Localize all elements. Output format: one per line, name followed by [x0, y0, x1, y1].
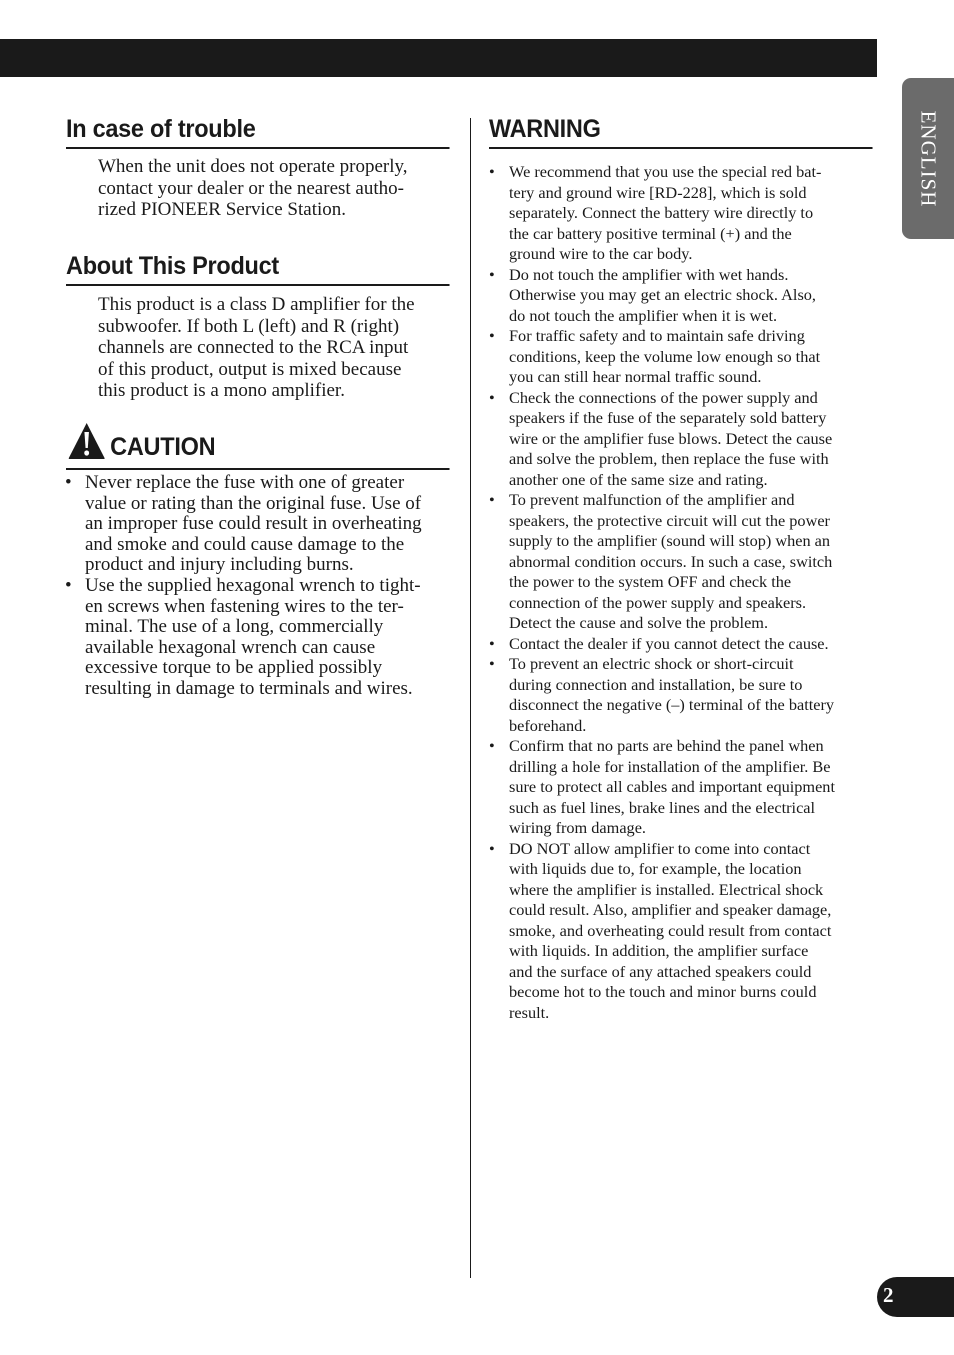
list-item: • Confirm that no parts are behind the panel when drilling a hole for installation of the amplifier. Be sure to protect all cables and important equipment such as fuel lines, brake lines and the electrical wiring from damage.: [509, 736, 877, 839]
caution-title: CAUTION: [110, 433, 216, 461]
list-item: • Contact the dealer if you cannot detect the cause.: [509, 634, 877, 655]
warning-list: [509, 162, 877, 1023]
caution-list: [85, 473, 455, 700]
list-item: • We recommend that you use the special red bat- tery and ground wire [RD-228], which is sold separately. Connect the battery wire directly to the car battery positive terminal (+) and the ground wire to the car body.: [509, 162, 877, 265]
page-number: 2: [883, 1283, 894, 1307]
list-item: • For traffic safety and to maintain safe driving conditions, keep the volume low enough so that you can still hear normal traffic sound.: [509, 326, 877, 388]
list-item: • To prevent an electric shock or short-circuit during connection and installation, be sure to disconnect the negative (–) terminal of the battery beforehand.: [509, 654, 877, 736]
warning-heading: WARNING: [489, 114, 873, 149]
list-item: • Never replace the fuse with one of greater value or rating than the original fuse. Use of an improper fuse could result in overheating and smoke and could cause damage to the product and injury including burns.: [85, 473, 455, 576]
page-number-tab: [877, 1277, 954, 1317]
list-item: • DO NOT allow amplifier to come into contact with liquids due to, for example, the location where the amplifier is installed. Electrical shock could result. Also, amplifier and speaker damage, smoke, and overheating could result from contact with liquids. In addition, the amplifier surface and the surface of any attached speakers could become hot to the touch and minor burns could result.: [509, 839, 877, 1024]
trouble-paragraph: When the unit does not operate properly, contact your dealer or the nearest autho- rized PIONEER Service Station.: [98, 156, 408, 220]
caution-heading: [66, 422, 450, 470]
language-tab: [902, 78, 954, 239]
warning-triangle-icon: [68, 422, 106, 460]
list-item: • To prevent malfunction of the amplifier and speakers, the protective circuit will cut the power supply to the amplifier (sound will stop) when an abnormal condition occurs. In such a case, switch the power to the system OFF and check the connection of the power supply and speakers. Detect the cause and solve the problem.: [509, 490, 877, 634]
trouble-heading: In case of trouble: [66, 114, 450, 149]
list-item: • Use the supplied hexagonal wrench to tight- en screws when fastening wires to the ter- minal. The use of a long, commercially available hexagonal wrench can cause excessive torque to be applied possibly resulting in damage to terminals and wires.: [85, 576, 455, 700]
list-item: • Do not touch the amplifier with wet hands. Otherwise you may get an electric shock. Also, do not touch the amplifier when it is wet.: [509, 265, 877, 327]
about-paragraph: This product is a class D amplifier for the subwoofer. If both L (left) and R (right) channels are connected to the RCA input of this product, output is mixed because this product is a mono amplifier.: [98, 294, 415, 401]
language-tab-label: ENGLISH: [916, 110, 941, 207]
header-bar: [0, 39, 877, 77]
column-divider: [470, 118, 471, 1278]
about-heading: About This Product: [66, 251, 450, 286]
list-item: • Check the connections of the power supply and speakers if the fuse of the separately sold battery wire or the amplifier fuse blows. Detect the cause and solve the problem, then replace the fuse with another one of the same size and rating.: [509, 388, 877, 491]
